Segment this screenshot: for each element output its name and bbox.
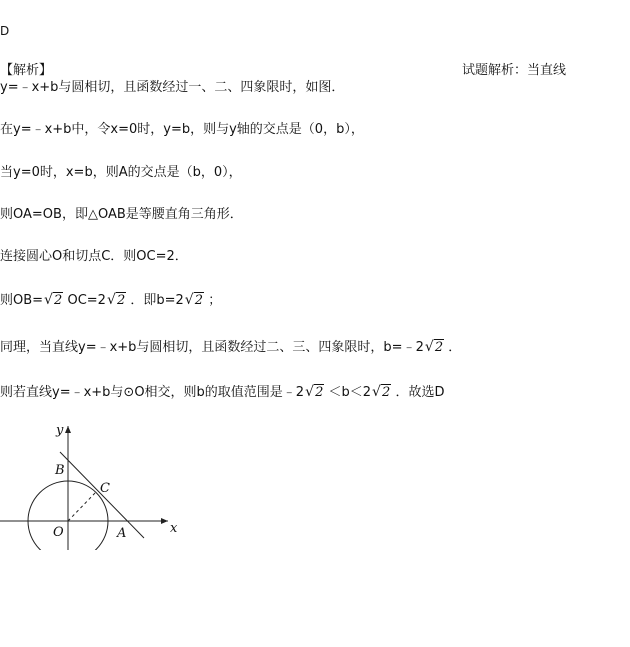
geometry-figure [0, 420, 200, 550]
solution-line-2: 在y=﹣x+b中，令x=0时，y=b，则与y轴的交点是（0，b）， [0, 122, 364, 137]
solution-line-5: 连接圆心O和切点C．则OC=2． [0, 249, 188, 264]
y-axis-arrow [65, 426, 71, 433]
solution-line-1: y=﹣x+b与圆相切，且函数经过一、二、四象限时，如图． [0, 80, 345, 95]
analysis-intro: 试题解析：当直线 [462, 63, 567, 78]
label-o: O [53, 525, 64, 540]
line6-part3: ．即b=2 [130, 293, 184, 308]
analysis-label: 【解析】 [0, 63, 53, 78]
line8-part3: ．故选D [395, 385, 445, 400]
line7-part1: 同理，当直线y=﹣x+b与圆相切，且函数经过二、三、四象限时，b=﹣2 [0, 340, 424, 355]
solution-line-8 [0, 384, 444, 402]
x-axis-arrow [161, 518, 168, 524]
solution-line-3: 当y=0时，x=b，则A的交点是（b，0）， [0, 165, 242, 180]
line7-part2: ． [448, 340, 462, 355]
sqrt-expression: √ 2 [305, 384, 324, 400]
sqrt-expression: √ 2 [372, 384, 391, 400]
radius-oc [68, 492, 96, 521]
sqrt-expression: √ 2 [424, 339, 444, 355]
solution-line-4: 则OA=OB，即△OAB是等腰直角三角形． [0, 207, 243, 222]
label-x: x [170, 521, 178, 536]
line8-part1: 则若直线y=﹣x+b与⊙O相交，则b的取值范围是﹣2 [0, 385, 305, 400]
line6-part2: OC=2 [67, 293, 106, 308]
solution-line-6 [0, 292, 221, 310]
line6-part4: ； [208, 293, 222, 308]
label-a: A [117, 526, 127, 541]
solution-line-7 [0, 339, 461, 357]
label-b: B [55, 463, 65, 478]
line8-part2: ＜b＜2 [328, 385, 372, 400]
label-c: C [100, 481, 110, 496]
answer-text: D [0, 24, 10, 38]
line6-part1: 则OB= [0, 293, 44, 308]
sqrt-expression: √ 2 [44, 292, 63, 308]
label-y: y [56, 423, 64, 438]
sqrt-expression: √ 2 [184, 292, 204, 308]
sqrt-expression: √ 2 [106, 292, 126, 308]
